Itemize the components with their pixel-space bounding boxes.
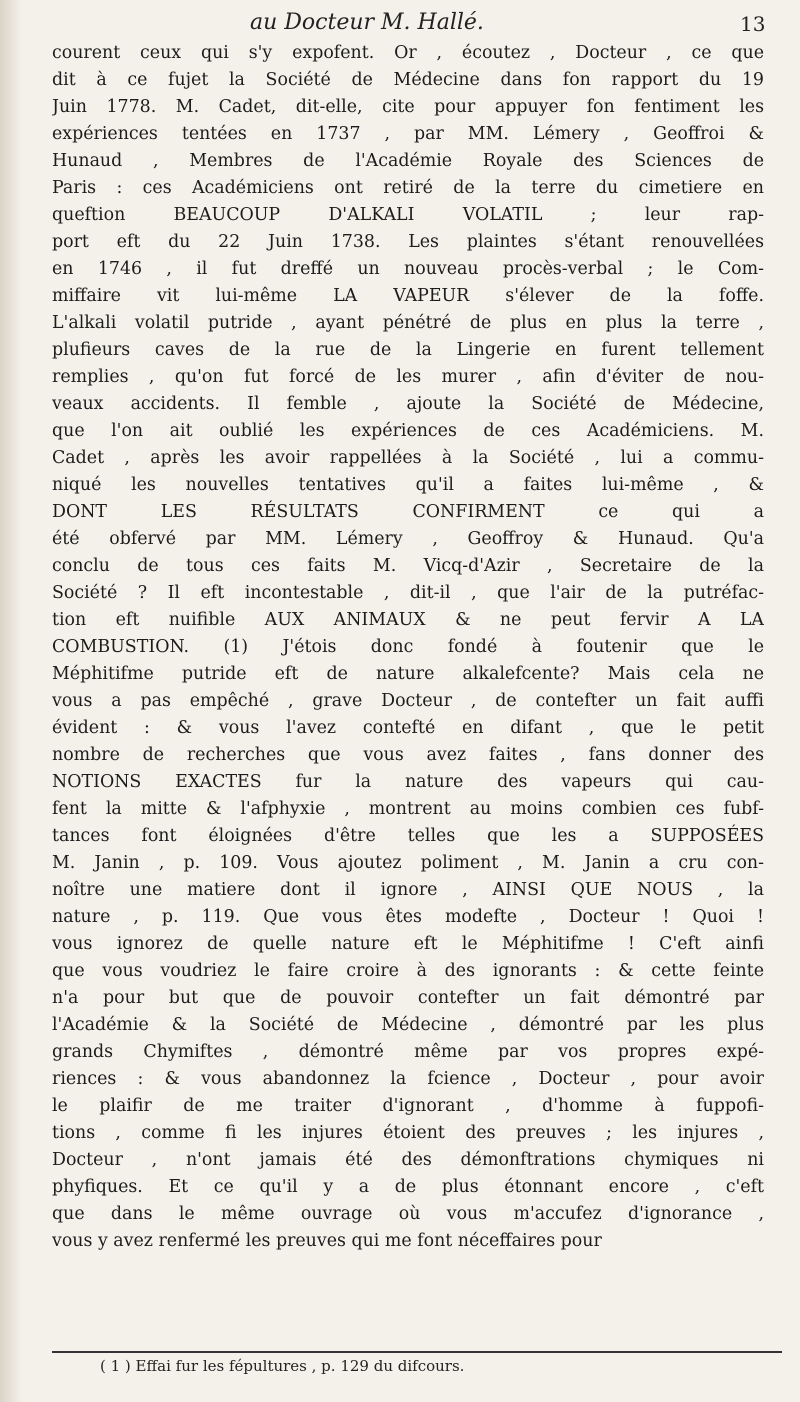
text-line: l'Académie & la Société de Médecine , démontré par les plus	[52, 1015, 764, 1035]
text-line: le plaifir de me traiter d'ignorant , d'homme à fuppofi-	[52, 1096, 764, 1116]
text-line: riences : & vous abandonnez la fcience , Docteur , pour avoir	[52, 1069, 764, 1089]
text-line: NOTIONS EXACTES fur la nature des vapeurs qui cau-	[52, 772, 764, 792]
text-line: miffaire vit lui-même LA VAPEUR s'élever de la foffe.	[52, 286, 764, 306]
body-text	[52, 40, 764, 1255]
text-line: Paris : ces Académiciens ont retiré de la terre du cimetiere en	[52, 178, 764, 198]
text-line: niqué les nouvelles tentatives qu'il a faites lui-même , &	[52, 475, 764, 495]
text-line: veaux accidents. Il femble , ajoute la Société de Médecine,	[52, 394, 764, 414]
footnote-rule	[52, 1351, 782, 1353]
footnote: ( 1 ) Effai fur les fépultures , p. 129 du difcours.	[100, 1357, 465, 1375]
text-line: plufieurs caves de la rue de la Lingerie en furent tellement	[52, 340, 764, 360]
text-line: queftion BEAUCOUP D'ALKALI VOLATIL ; leur rap-	[52, 205, 764, 225]
text-line: port eft du 22 Juin 1738. Les plaintes s'étant renouvellées	[52, 232, 764, 252]
text-line: expériences tentées en 1737 , par MM. Lémery , Geoffroi &	[52, 124, 764, 144]
text-line: tions , comme fi les injures étoient des preuves ; les injures ,	[52, 1123, 764, 1143]
text-line: noître une matiere dont il ignore , AINSI QUE NOUS , la	[52, 880, 764, 900]
text-line: tion eft nuifible AUX ANIMAUX & ne peut fervir A LA	[52, 610, 764, 630]
text-line: fent la mitte & l'afphyxie , montrent au moins combien ces fubf-	[52, 799, 764, 819]
text-line: conclu de tous ces faits M. Vicq-d'Azir , Secretaire de la	[52, 556, 764, 576]
text-line: grands Chymiftes , démontré même par vos propres expé-	[52, 1042, 764, 1062]
text-line: nombre de recherches que vous avez faites , fans donner des	[52, 745, 764, 765]
text-line: Société ? Il eft incontestable , dit-il , que l'air de la putréfac-	[52, 583, 764, 603]
text-line: courent ceux qui s'y expofent. Or , écoutez , Docteur , ce que	[52, 43, 764, 63]
text-line: DONT LES RÉSULTATS CONFIRMENT ce qui a	[52, 502, 764, 522]
page-header	[0, 10, 800, 38]
text-line: nature , p. 119. Que vous êtes modefte , Docteur ! Quoi !	[52, 907, 764, 927]
text-line: n'a pour but que de pouvoir contefter un fait démontré par	[52, 988, 764, 1008]
page-gutter	[0, 0, 22, 1402]
text-line: phyfiques. Et ce qu'il y a de plus étonnant encore , c'eft	[52, 1177, 764, 1197]
text-line: vous a pas empêché , grave Docteur , de contefter un fait auffi	[52, 691, 764, 711]
text-line: que l'on ait oublié les expériences de ces Académiciens. M.	[52, 421, 764, 441]
text-line: tances font éloignées d'être telles que les a SUPPOSÉES	[52, 826, 764, 846]
text-line: vous y avez renfermé les preuves qui me font néceffaires pour	[52, 1231, 602, 1251]
text-line: que dans le même ouvrage où vous m'accufez d'ignorance ,	[52, 1204, 764, 1224]
text-line: vous ignorez de quelle nature eft le Méphitifme ! C'eft ainfi	[52, 934, 764, 954]
text-line: Hunaud , Membres de l'Académie Royale des Sciences de	[52, 151, 764, 171]
running-title: au Docteur M. Hallé.	[250, 10, 484, 35]
text-line: dit à ce fujet la Société de Médecine dans fon rapport du 19	[52, 70, 764, 90]
text-line: Méphitifme putride eft de nature alkalefcente? Mais cela ne	[52, 664, 764, 684]
text-line: remplies , qu'on fut forcé de les murer , afin d'éviter de nou-	[52, 367, 764, 387]
text-line: que vous voudriez le faire croire à des ignorants : & cette feinte	[52, 961, 764, 981]
text-line: Cadet , après les avoir rappellées à la Société , lui a commu-	[52, 448, 764, 468]
text-line: évident : & vous l'avez contefté en difant , que le petit	[52, 718, 764, 738]
text-line: L'alkali volatil putride , ayant pénétré de plus en plus la terre ,	[52, 313, 764, 333]
text-line: en 1746 , il fut dreffé un nouveau procès-verbal ; le Com-	[52, 259, 764, 279]
page-number: 13	[740, 12, 766, 36]
text-line: M. Janin , p. 109. Vous ajoutez poliment , M. Janin a cru con-	[52, 853, 764, 873]
text-line: Docteur , n'ont jamais été des démonftrations chymiques ni	[52, 1150, 764, 1170]
text-line: COMBUSTION. (1) J'étois donc fondé à foutenir que le	[52, 637, 764, 657]
text-line: Juin 1778. M. Cadet, dit-elle, cite pour appuyer fon fentiment les	[52, 97, 764, 117]
text-line: été obfervé par MM. Lémery , Geoffroy & Hunaud. Qu'a	[52, 529, 764, 549]
